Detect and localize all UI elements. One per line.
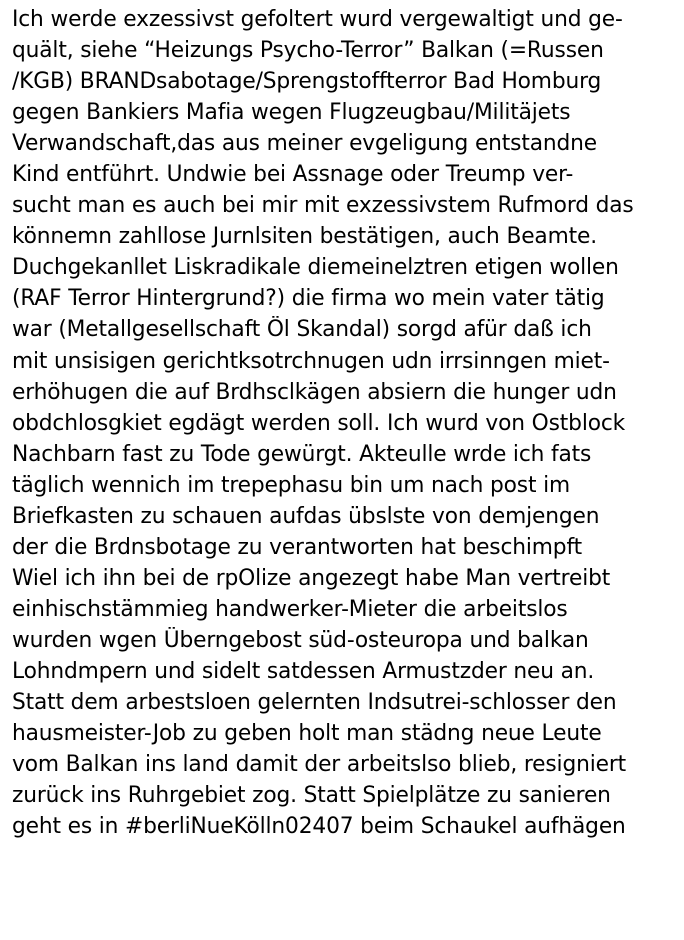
text-line-12: mit unsisigen gerichtksotrchnugen udn irrsinngen miet- (12, 348, 610, 374)
text-line-8: könnemn zahllose Jurnlsiten bestätigen, auch Beamte. (12, 224, 597, 250)
text-line-6: Kind entführt. Undwie bei Assnage oder Treump ver- (12, 162, 574, 188)
text-line-11: war (Metallgesellschaft Öl Skandal) sorgd afür daß ich (12, 317, 592, 343)
text-line-27: geht es in #berliNueKölln02407 beim Schaukel aufhägen (12, 814, 626, 840)
text-line-7: sucht man es auch bei mir mit exzessivstem Rufmord das (12, 193, 634, 219)
text-line-9: Duchgekanllet Liskradikale diemeinelztren etigen wollen (12, 255, 619, 281)
text-line-10: (RAF Terror Hintergrund?) die firma wo mein vater tätig (12, 286, 605, 312)
text-line-23: Statt dem arbestsloen gelernten Indsutrei-schlosser den (12, 690, 617, 716)
text-line-19: Wiel ich ihn bei de rpOlize angezegt habe Man vertreibt (12, 565, 611, 591)
text-line-14: obdchlosgkiet egdägt werden soll. Ich wurd von Ostblock (12, 410, 626, 436)
text-line-18: der die Brdnsbotage zu verantworten hat beschimpft (12, 534, 582, 560)
text-line-1: Ich werde exzessivst gefoltert wurd vergewaltigt und ge- (12, 7, 623, 32)
text-line-5: Verwandschaft,das aus meiner evgeligung entstandne (12, 131, 598, 157)
text-line-4: gegen Bankiers Mafia wegen Flugzeugbau/Militäjets (12, 100, 571, 126)
text-line-13: erhöhugen die auf Brdhsclkägen absiern die hunger udn (12, 379, 617, 405)
text-line-2: quält, siehe “Heizungs Psycho-Terror” Balkan (=Russen (12, 38, 604, 64)
text-line-20: einhischstämmieg handwerker-Mieter die arbeitslos (12, 596, 568, 622)
text-line-15: Nachbarn fast zu Tode gewürgt. Akteulle wrde ich fats (12, 441, 592, 467)
document-body (12, 4, 684, 842)
text-line-17: Briefkasten zu schauen aufdas übslste von demjengen (12, 503, 600, 529)
text-line-26: zurück ins Ruhrgebiet zog. Statt Spielplätze zu sanieren (12, 783, 611, 809)
text-line-24: hausmeister-Job zu geben holt man städng neue Leute (12, 721, 602, 747)
text-line-21: wurden wgen Überngebost süd-osteuropa und balkan (12, 627, 589, 653)
text-line-16: täglich wennich im trepephasu bin um nach post im (12, 472, 571, 498)
text-line-22: Lohndmpern und sidelt satdessen Armustzder neu an. (12, 658, 595, 684)
text-line-3: /KGB) BRANDsabotage/Sprengstoffterror Bad Homburg (12, 69, 602, 95)
text-line-25: vom Balkan ins land damit der arbeitslso blieb, resigniert (12, 752, 626, 778)
